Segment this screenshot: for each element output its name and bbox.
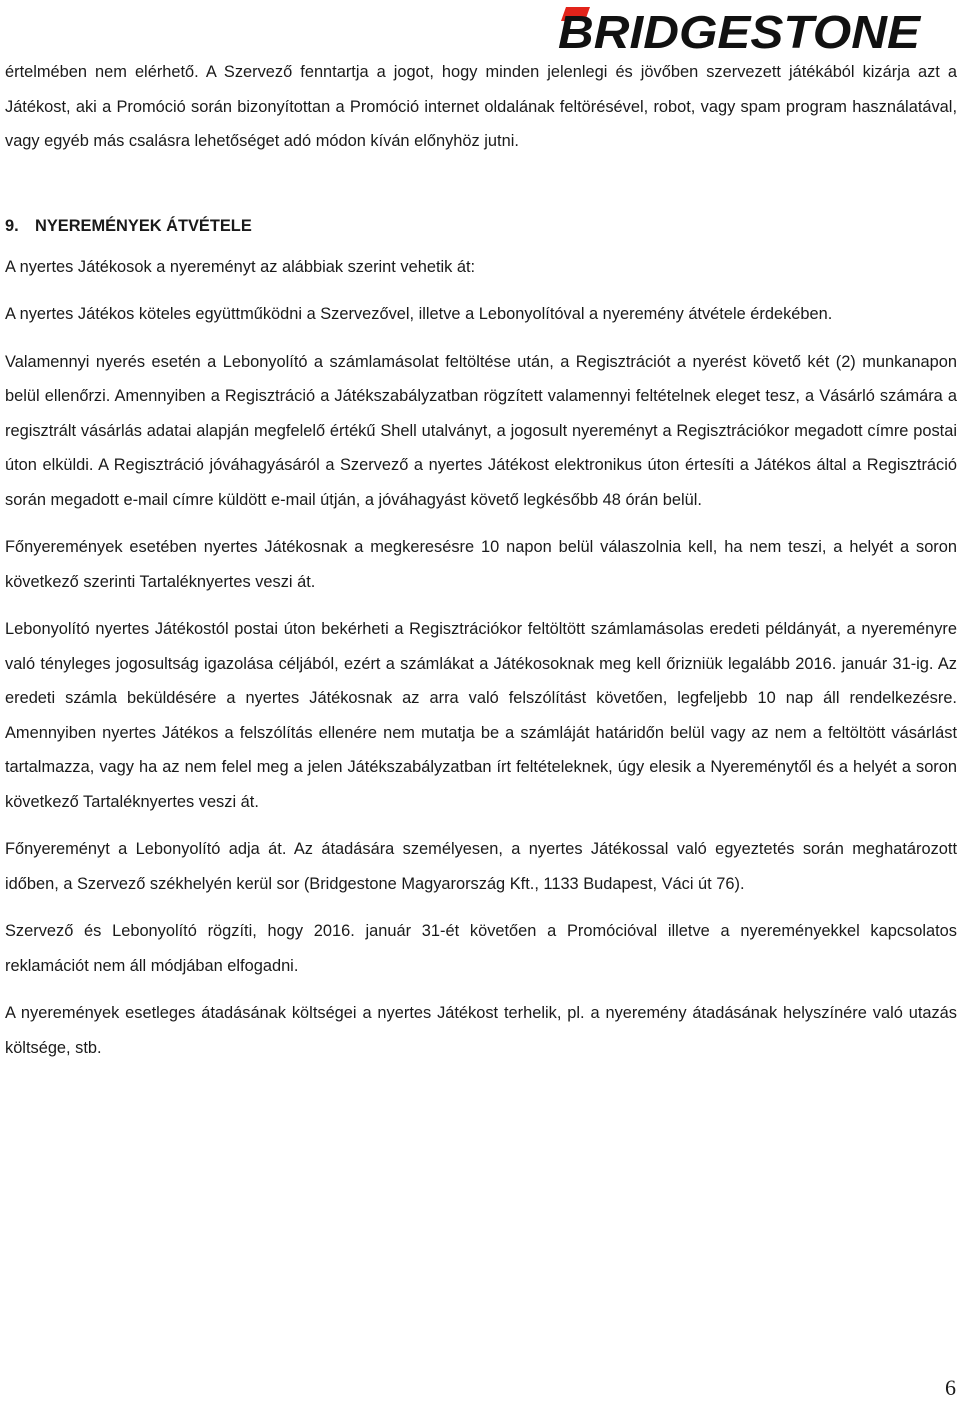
logo-wordmark: BRIDGESTONE: [558, 6, 922, 52]
section-heading: [5, 211, 957, 241]
section-number: 9.: [5, 216, 19, 235]
paragraph: Valamennyi nyerés esetén a Lebonyolító a számlamásolat feltöltése után, a Regisztrációt a nyerést követő két (2) munkanapon belül ellenőrzi. Amennyiben a Regisztráció a Játékszabályzatban rögzített valamennyi feltételnek eleget tesz, a Vásárló számára a regisztrált vásárlás adatai alapján megfelelő értékű Shell utalványt, a jogosult nyereményt a Regisztrációkor megadott címre postai úton elküldi. A Regisztráció jóváhagyásáról a Szervező a nyertes Játékost elektronikus úton értesíti a Játékos által a Regisztráció során megadott e-mail címre küldött e-mail útján, a jóváhagyást követő legkésőbb 48 órán belül.: [5, 352, 957, 509]
paragraph: Szervező és Lebonyolító rögzíti, hogy 2016. január 31-ét követően a Promócióval illetve a nyereményekkel kapcsolatos reklamációt nem áll módjában elfogadni.: [5, 922, 957, 975]
paragraph: A nyeremények esetleges átadásának költségei a nyertes Játékost terhelik, pl. a nyeremény átadásának helyszínére való utazás költsége, stb.: [5, 1004, 957, 1057]
document-body: [5, 55, 957, 1078]
bridgestone-logo: [552, 4, 924, 52]
section-title: NYEREMÉNYEK ÁTVÉTELE: [35, 216, 252, 235]
paragraph: A nyertes Játékos köteles együttműködni a Szervezővel, illetve a Lebonyolítóval a nyeremény átvétele érdekében.: [5, 305, 833, 323]
paragraph: A nyertes Játékosok a nyereményt az alábbiak szerint vehetik át:: [5, 257, 476, 276]
paragraph: Lebonyolító nyertes Játékostól postai úton bekérheti a Regisztrációkor feltöltött számlamásolas eredeti példányát, a nyereményre való tényleges jogosultság igazolása céljából, ezért a számlákat a Játékosoknak meg kell őrizniük legalább 2016. január 31-ig. Az eredeti számla beküldésére a nyertes Játékosnak az arra való felszólítást követően, legfeljebb 10 nap áll rendelkezésre. Amennyiben nyertes Játékos a felszólítás ellenére nem mutatja be a számláját határidőn belül vagy az nem a feltöltött vásárlást tartalmazza, vagy ha az nem felel meg a jelen Játékszabályzatban írt feltételeknek, úgy elesik a Nyereménytől és a helyét a soron következő Tartaléknyertes veszi át.: [5, 620, 957, 811]
paragraph: Főnyereményt a Lebonyolító adja át. Az átadására személyesen, a nyertes Játékossal való egyeztetés során meghatározott időben, a Szervező székhelyén kerül sor (Bridgestone Magyarország Kft., 1133 Budapest, Váci út 76).: [5, 840, 957, 893]
page-number: 6: [945, 1375, 956, 1400]
paragraph: Főnyeremények esetében nyertes Játékosnak a megkeresésre 10 napon belül válaszolnia kell, ha nem teszi, a helyét a soron következő szerinti Tartaléknyertes veszi át.: [5, 538, 957, 591]
continuation-paragraph: értelmében nem elérhető. A Szervező fenntartja a jogot, hogy minden jelenlegi és jövőben szervezett játékából kizárja azt a Játékost, aki a Promóció során bizonyítottan a Promóció internet oldalának feltörésével, robot, vagy spam program használatával, vagy egyéb más csalásra lehetőséget adó módon kíván előnyhöz jutni.: [5, 63, 957, 150]
